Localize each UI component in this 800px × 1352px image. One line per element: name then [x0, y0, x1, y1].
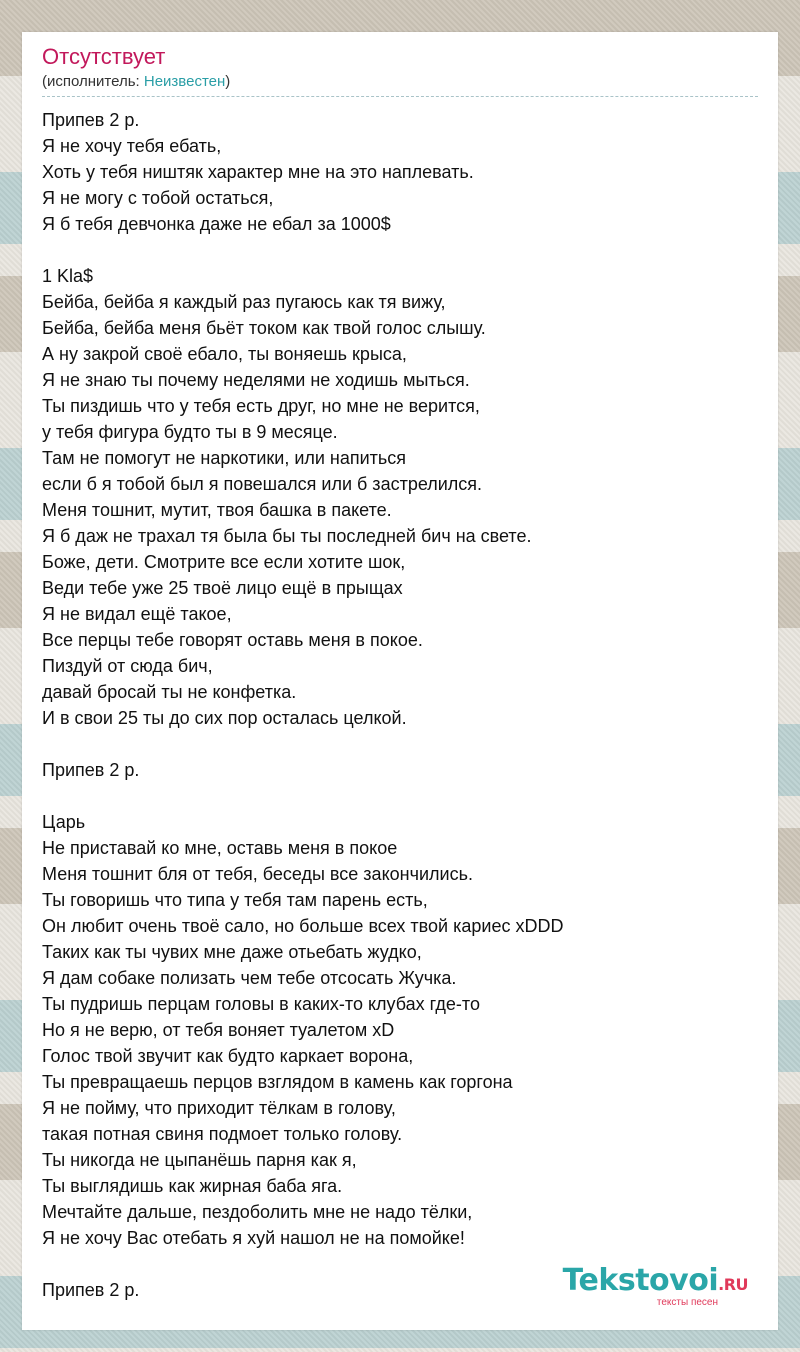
lyric-line: Ты превращаешь перцов взглядом в камень как горгона	[42, 1072, 513, 1092]
lyric-line: Но я не верю, от тебя воняет туалетом xD	[42, 1020, 395, 1040]
lyric-line: Я не хочу Вас отебать я хуй нашол не на помойке!	[42, 1228, 465, 1248]
song-title: Отсутствует	[42, 44, 166, 69]
site-logo[interactable]	[562, 1263, 748, 1308]
lyric-line: Таких как ты чувих мне даже отьебать жудко,	[42, 942, 422, 962]
logo-tld: .RU	[718, 1275, 748, 1294]
lyric-line: А ну закрой своё ебало, ты воняешь крыса,	[42, 344, 407, 364]
lyric-line: Я не знаю ты почему неделями не ходишь мыться.	[42, 370, 470, 390]
lyric-line	[42, 237, 762, 263]
lyric-line: Мечтайте дальше, пездоболить мне не надо тёлки,	[42, 1202, 473, 1222]
artist-link[interactable]: Неизвестен	[143, 73, 226, 90]
lyric-line: Меня тошнит, мутит, твоя башка в пакете.	[42, 500, 392, 520]
lyric-line: Не приставай ко мне, оставь меня в покое	[42, 838, 398, 858]
lyric-line: Ты говоришь что типа у тебя там парень есть,	[42, 890, 428, 910]
lyric-line: такая потная свиня подмоет только голову.	[42, 1124, 403, 1144]
lyric-line: Ты никогда не цыпанёшь парня как я,	[42, 1150, 357, 1170]
lyric-line: Веди тебе уже 25 твоё лицо ещё в прыщах	[42, 578, 403, 598]
artist-prefix: (исполнитель:	[42, 73, 144, 90]
lyric-line: давай бросай ты не конфетка.	[42, 682, 297, 702]
logo-wordmark	[562, 1263, 748, 1300]
lyric-line: Бейба, бейба я каждый раз пугаюсь как тя вижу,	[42, 292, 446, 312]
artist-line	[42, 72, 758, 92]
lyric-line: Хоть у тебя ништяк характер мне на это наплевать.	[42, 162, 474, 182]
lyric-line: Ты пиздишь что у тебя есть друг, но мне не верится,	[42, 396, 480, 416]
lyric-line: Боже, дети. Смотрите все если хотите шок,	[42, 552, 406, 572]
lyric-line: Я не могу с тобой остаться,	[42, 188, 274, 208]
lyric-line: Я не видал ещё такое,	[42, 604, 232, 624]
lyric-line: Я б тебя девчонка даже не ебал за 1000$	[42, 214, 391, 234]
lyric-line: Ты пудришь перцам головы в каких-то клубах где-то	[42, 994, 480, 1014]
lyric-line: Я не пойму, что приходит тёлкам в голову,	[42, 1098, 396, 1118]
lyric-line: Царь	[42, 812, 86, 832]
logo-tagline: тексты песен	[656, 1297, 718, 1308]
logo-name: Tekstovoi	[562, 1263, 719, 1298]
lyric-line: Я дам собаке полизать чем тебе отсосать Жучка.	[42, 968, 457, 988]
lyric-line: Меня тошнит бля от тебя, беседы все закончились.	[42, 864, 473, 884]
lyric-line: Пиздуй от сюда бич,	[42, 656, 213, 676]
lyric-line: Голос твой звучит как будто каркает ворона,	[42, 1046, 414, 1066]
lyric-line	[42, 783, 762, 809]
artist-suffix: )	[225, 73, 231, 90]
lyric-line: у тебя фигура будто ты в 9 месяце.	[42, 422, 338, 442]
lyric-line: Я б даж не трахал тя была бы ты последней бич на свете.	[42, 526, 532, 546]
lyric-line: если б я тобой был я повешался или б застрелился.	[42, 474, 483, 494]
lyric-line	[42, 731, 762, 757]
lyrics-card	[22, 32, 778, 1330]
lyric-line: Припев 2 р.	[42, 760, 140, 780]
lyric-line: Он любит очень твоё сало, но больше всех твой кариес xDDD	[42, 916, 564, 936]
lyric-line: Там не помогут не наркотики, или напиться	[42, 448, 407, 468]
song-header	[42, 44, 758, 97]
lyric-line: 1 Kla$	[42, 266, 94, 286]
lyric-line: Бейба, бейба меня бьёт током как твой голос слышу.	[42, 318, 486, 338]
lyric-line: Припев 2 р.	[42, 110, 140, 130]
lyric-line: Все перцы тебе говорят оставь меня в покое.	[42, 630, 423, 650]
lyric-line: Ты выглядишь как жирная баба яга.	[42, 1176, 343, 1196]
lyric-line: Припев 2 р.	[42, 1280, 140, 1300]
lyric-line: И в свои 25 ты до сих пор осталась целкой.	[42, 708, 407, 728]
lyrics-text	[42, 107, 762, 1303]
lyric-line: Я не хочу тебя ебать,	[42, 136, 222, 156]
